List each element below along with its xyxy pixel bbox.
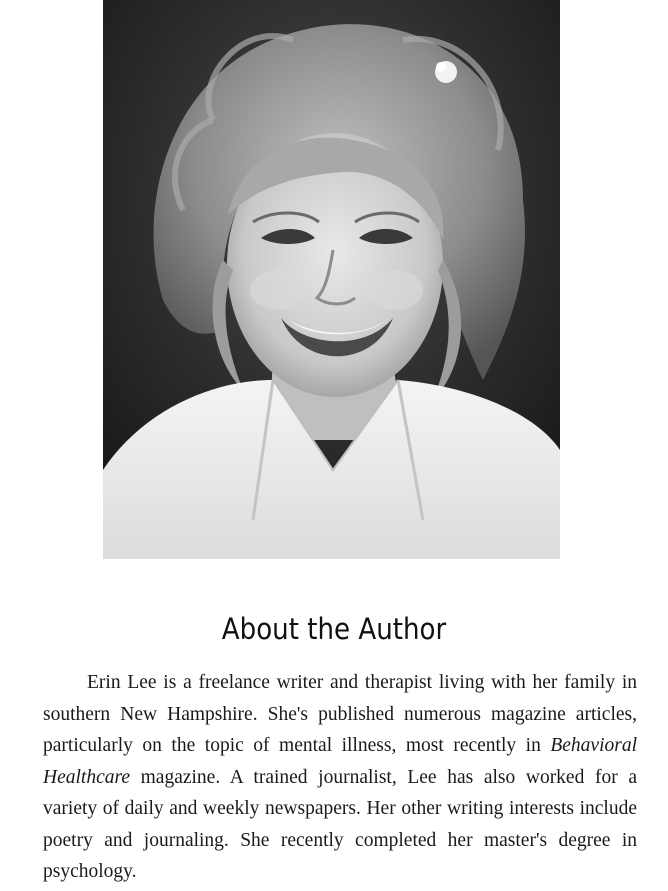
magazine-title: Behavioral Healthcare xyxy=(43,735,637,788)
author-bio xyxy=(43,667,637,888)
author-photo xyxy=(103,0,560,559)
bio-text-part-1: Erin Lee is a freelance writer and therapist living with her family in southern New Hampshire. She's published numerous magazine articles, particularly on the topic of mental illness, most recently in xyxy=(43,672,637,756)
bio-text-part-2: magazine. A trained journalist, Lee has also worked for a variety of daily and weekly newspapers. Her other writing interests include poetry and journaling. She recently completed her master's degree in psychology. xyxy=(43,766,637,882)
page-title: About the Author xyxy=(221,612,447,646)
portrait-illustration xyxy=(103,0,560,559)
